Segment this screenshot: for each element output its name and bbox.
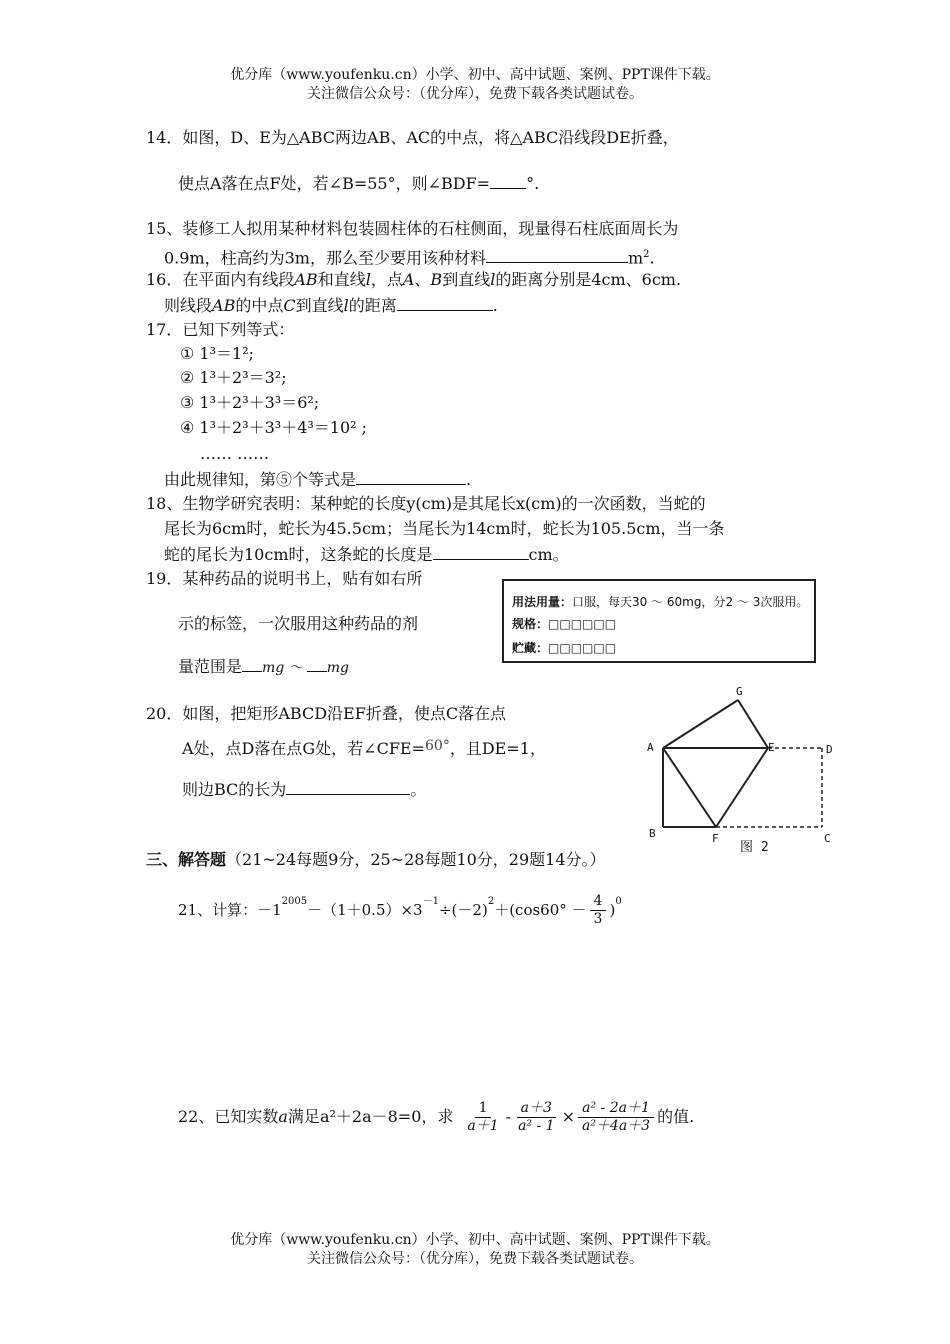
label-F: F (712, 832, 719, 845)
q21-e: ) (609, 901, 616, 919)
q17-answer-blank[interactable] (356, 468, 466, 485)
q21-line (178, 890, 622, 930)
q15-answer-blank[interactable] (486, 246, 628, 263)
spec-key: 规格： (512, 617, 549, 631)
label-E: E (768, 741, 775, 754)
label-D: D (826, 743, 833, 756)
q22-f2-num: a＋3 (517, 1100, 556, 1118)
drug-label-box (502, 579, 816, 663)
q16-c: C (283, 296, 296, 315)
q16-t8: 的中点 (235, 296, 284, 315)
q16-l: l (365, 270, 371, 289)
label-C: C (824, 832, 831, 845)
figure-caption: 图 2 (740, 840, 769, 854)
q19-mg-1: mg ～ (262, 660, 303, 676)
header-line-1: 优分库（www.youfenku.cn）小学、初中、高中试题、案例、PPT课件下载。 (230, 67, 720, 83)
q22-f3-num: a² - 2a＋1 (578, 1100, 654, 1118)
q19-line-3 (178, 655, 349, 679)
q16-line-2 (164, 294, 498, 317)
q16-t7: 则线段 (164, 296, 213, 315)
q22-times: × (561, 1107, 575, 1126)
q16-line-1 (146, 269, 681, 291)
q15-line-2 (164, 244, 655, 269)
q16-t2: 和直线 (317, 270, 366, 289)
q22-f2-den: a² - 1 (518, 1117, 555, 1134)
q18-line-2: 尾长为6cm时，蛇长为45.5cm；当尾长为14cm时，蛇长为105.5cm，当一条 (164, 519, 725, 538)
segment-EF (716, 748, 768, 827)
q16-t4: 、 (414, 270, 431, 289)
segment-AG (663, 700, 738, 748)
q14-answer-blank[interactable] (490, 172, 526, 189)
header-line-2: 关注微信公众号：（优分库），免费下载各类试题试卷。 (307, 86, 643, 102)
q22-a: 22、已知实数 (178, 1107, 279, 1126)
q15-text: 0.9m，柱高约为3m，那么至少要用该种材料 (164, 248, 486, 268)
q21-frac-den: 3 (593, 910, 603, 927)
q20-end: 。 (410, 780, 427, 799)
q21-c: ÷(－2) (438, 901, 488, 919)
q21-frac-num: 4 (590, 893, 607, 911)
dosage-value: 口服，每天30 ～ 60mg，分2 ～ 3次服用。 (572, 595, 809, 609)
q19-blank-min[interactable] (242, 655, 262, 672)
q16-a: A (402, 270, 415, 289)
q22-c: a²＋2a－8=0，求 (319, 1107, 454, 1126)
q18-unit: cm。 (528, 545, 569, 564)
q14-text: 使点A落在点F处，若∠B=55°，则∠BDF= (178, 174, 491, 193)
q16-t1: 16．在平面内有线段 (146, 270, 295, 289)
q17-eq-1: ① 1³＝1²; (180, 344, 255, 363)
q16-t10: 的距离 (348, 296, 397, 315)
q16-end: . (492, 296, 498, 315)
footer-line-1: 优分库（www.youfenku.cn）小学、初中、高中试题、案例、PPT课件下载。 (230, 1232, 720, 1248)
drug-label-dosage (512, 593, 808, 610)
q21-sup1: 2005 (281, 896, 308, 907)
q22-minus: - (505, 1107, 512, 1126)
q21-sup4: 0 (615, 896, 622, 907)
q15-unit: m (627, 248, 644, 268)
q22-var: a (278, 1107, 288, 1126)
q22-f3-den: a²＋4a＋3 (581, 1117, 651, 1134)
q16-l3: l (343, 296, 349, 315)
q16-t3: ，点 (370, 270, 403, 289)
section-3-title: 三、解答题 (146, 850, 227, 869)
q18-line-1: 18、生物学研究表明：某种蛇的长度y(cm)是其尾长x(cm)的一次函数，当蛇的 (146, 494, 706, 513)
segment-GE (738, 700, 768, 748)
q19-blank-max[interactable] (307, 655, 327, 672)
q21-sup2: －1 (422, 896, 439, 907)
q18-text: 蛇的尾长为10cm时，这条蛇的长度是 (164, 545, 433, 564)
q17-eq-2: ② 1³＋2³＝3²; (180, 368, 287, 387)
q17-intro: 17．已知下列等式： (146, 320, 295, 339)
q19-line-1: 19．某种药品的说明书上，贴有如右所 (146, 569, 423, 588)
section-3-note: （21~24每题9分，25~28每题10分，29题14分。） (226, 850, 606, 869)
drug-label-storage (512, 639, 616, 656)
q16-t5: 到直线 (442, 270, 491, 289)
q17-eq-4: ④ 1³＋2³＋3³＋4³＝10² ; (180, 418, 368, 437)
q15-line-1: 15、装修工人拟用某种材料包装圆柱体的石柱侧面，现量得石柱底面周长为 (146, 219, 679, 238)
q16-t6: 的距离分别是4cm、6cm. (495, 270, 682, 289)
q16-t9: 到直线 (295, 296, 344, 315)
q21-b: －（1＋0.5）×3 (307, 901, 423, 919)
q20-text-2: ，且DE=1， (449, 739, 546, 758)
q19-line-2: 示的标签，一次服用这种药品的剂 (178, 614, 419, 633)
q21-a: 21、计算：－1 (178, 901, 282, 919)
section-3-heading (146, 849, 606, 871)
q18-line-3 (164, 543, 569, 566)
q16-ab: AB (294, 270, 318, 289)
q17-conclusion (164, 468, 471, 491)
q21-sup3: 2 (487, 896, 495, 907)
label-A: A (647, 741, 654, 754)
q22-line (178, 1094, 694, 1140)
q16-answer-blank[interactable] (397, 294, 493, 311)
spec-value: □□□□□□ (548, 617, 617, 631)
q22-b: 满足 (287, 1107, 320, 1126)
q19-mg-2: mg (326, 660, 349, 676)
q15-unit-sup: 2 (643, 249, 650, 260)
q22-frac-3 (578, 1100, 654, 1135)
q14-unit: °. (526, 174, 540, 193)
q20-text-3: 则边BC的长为 (182, 780, 287, 799)
q22-d: 的值. (657, 1107, 695, 1126)
storage-key: 贮藏： (512, 641, 549, 655)
q21-fraction (590, 893, 607, 928)
q20-line-1: 20．如图，把矩形ABCD沿EF折叠，使点C落在点 (146, 704, 507, 723)
storage-value: □□□□□□ (548, 641, 617, 655)
q19-text: 量范围是 (178, 657, 243, 676)
segment-AF (663, 748, 716, 827)
q17-eq-3: ③ 1³＋2³＋3³＝6²; (180, 393, 320, 412)
q16-l2: l (490, 270, 496, 289)
q16-b: B (430, 270, 443, 289)
q14-line-2 (178, 172, 539, 195)
drug-label-spec (512, 615, 616, 632)
q18-answer-blank[interactable] (433, 543, 529, 560)
q22-f1-den: a＋1 (467, 1117, 499, 1134)
fold-rectangle-figure (640, 684, 840, 854)
q22-frac-2 (514, 1100, 559, 1135)
dosage-key: 用法用量： (512, 595, 573, 609)
q17-conclusion-text: 由此规律知，第⑤个等式是 (164, 470, 357, 489)
q15-end: . (649, 248, 655, 268)
label-B: B (649, 827, 656, 840)
q17-end: . (466, 470, 472, 489)
q20-angle: 60° (425, 738, 450, 754)
q16-ab2: AB (212, 296, 236, 315)
q21-d: ＋(cos60° － (494, 901, 587, 919)
q20-line-3 (182, 778, 426, 801)
q20-text: A处，点D落在点G处，若∠CFE= (182, 739, 426, 758)
q14-line-1: 14．如图，D、E为△ABC两边AB、AC的中点，将△ABC沿线段DE折叠， (146, 128, 679, 147)
q22-f1-num: 1 (475, 1100, 492, 1118)
label-G: G (736, 685, 743, 698)
q22-frac-1 (463, 1100, 502, 1135)
q20-line-2 (182, 735, 546, 760)
q17-dots: …… …… (200, 444, 270, 463)
footer-line-2: 关注微信公众号：（优分库），免费下载各类试题试卷。 (307, 1251, 643, 1267)
q20-answer-blank[interactable] (286, 778, 410, 795)
